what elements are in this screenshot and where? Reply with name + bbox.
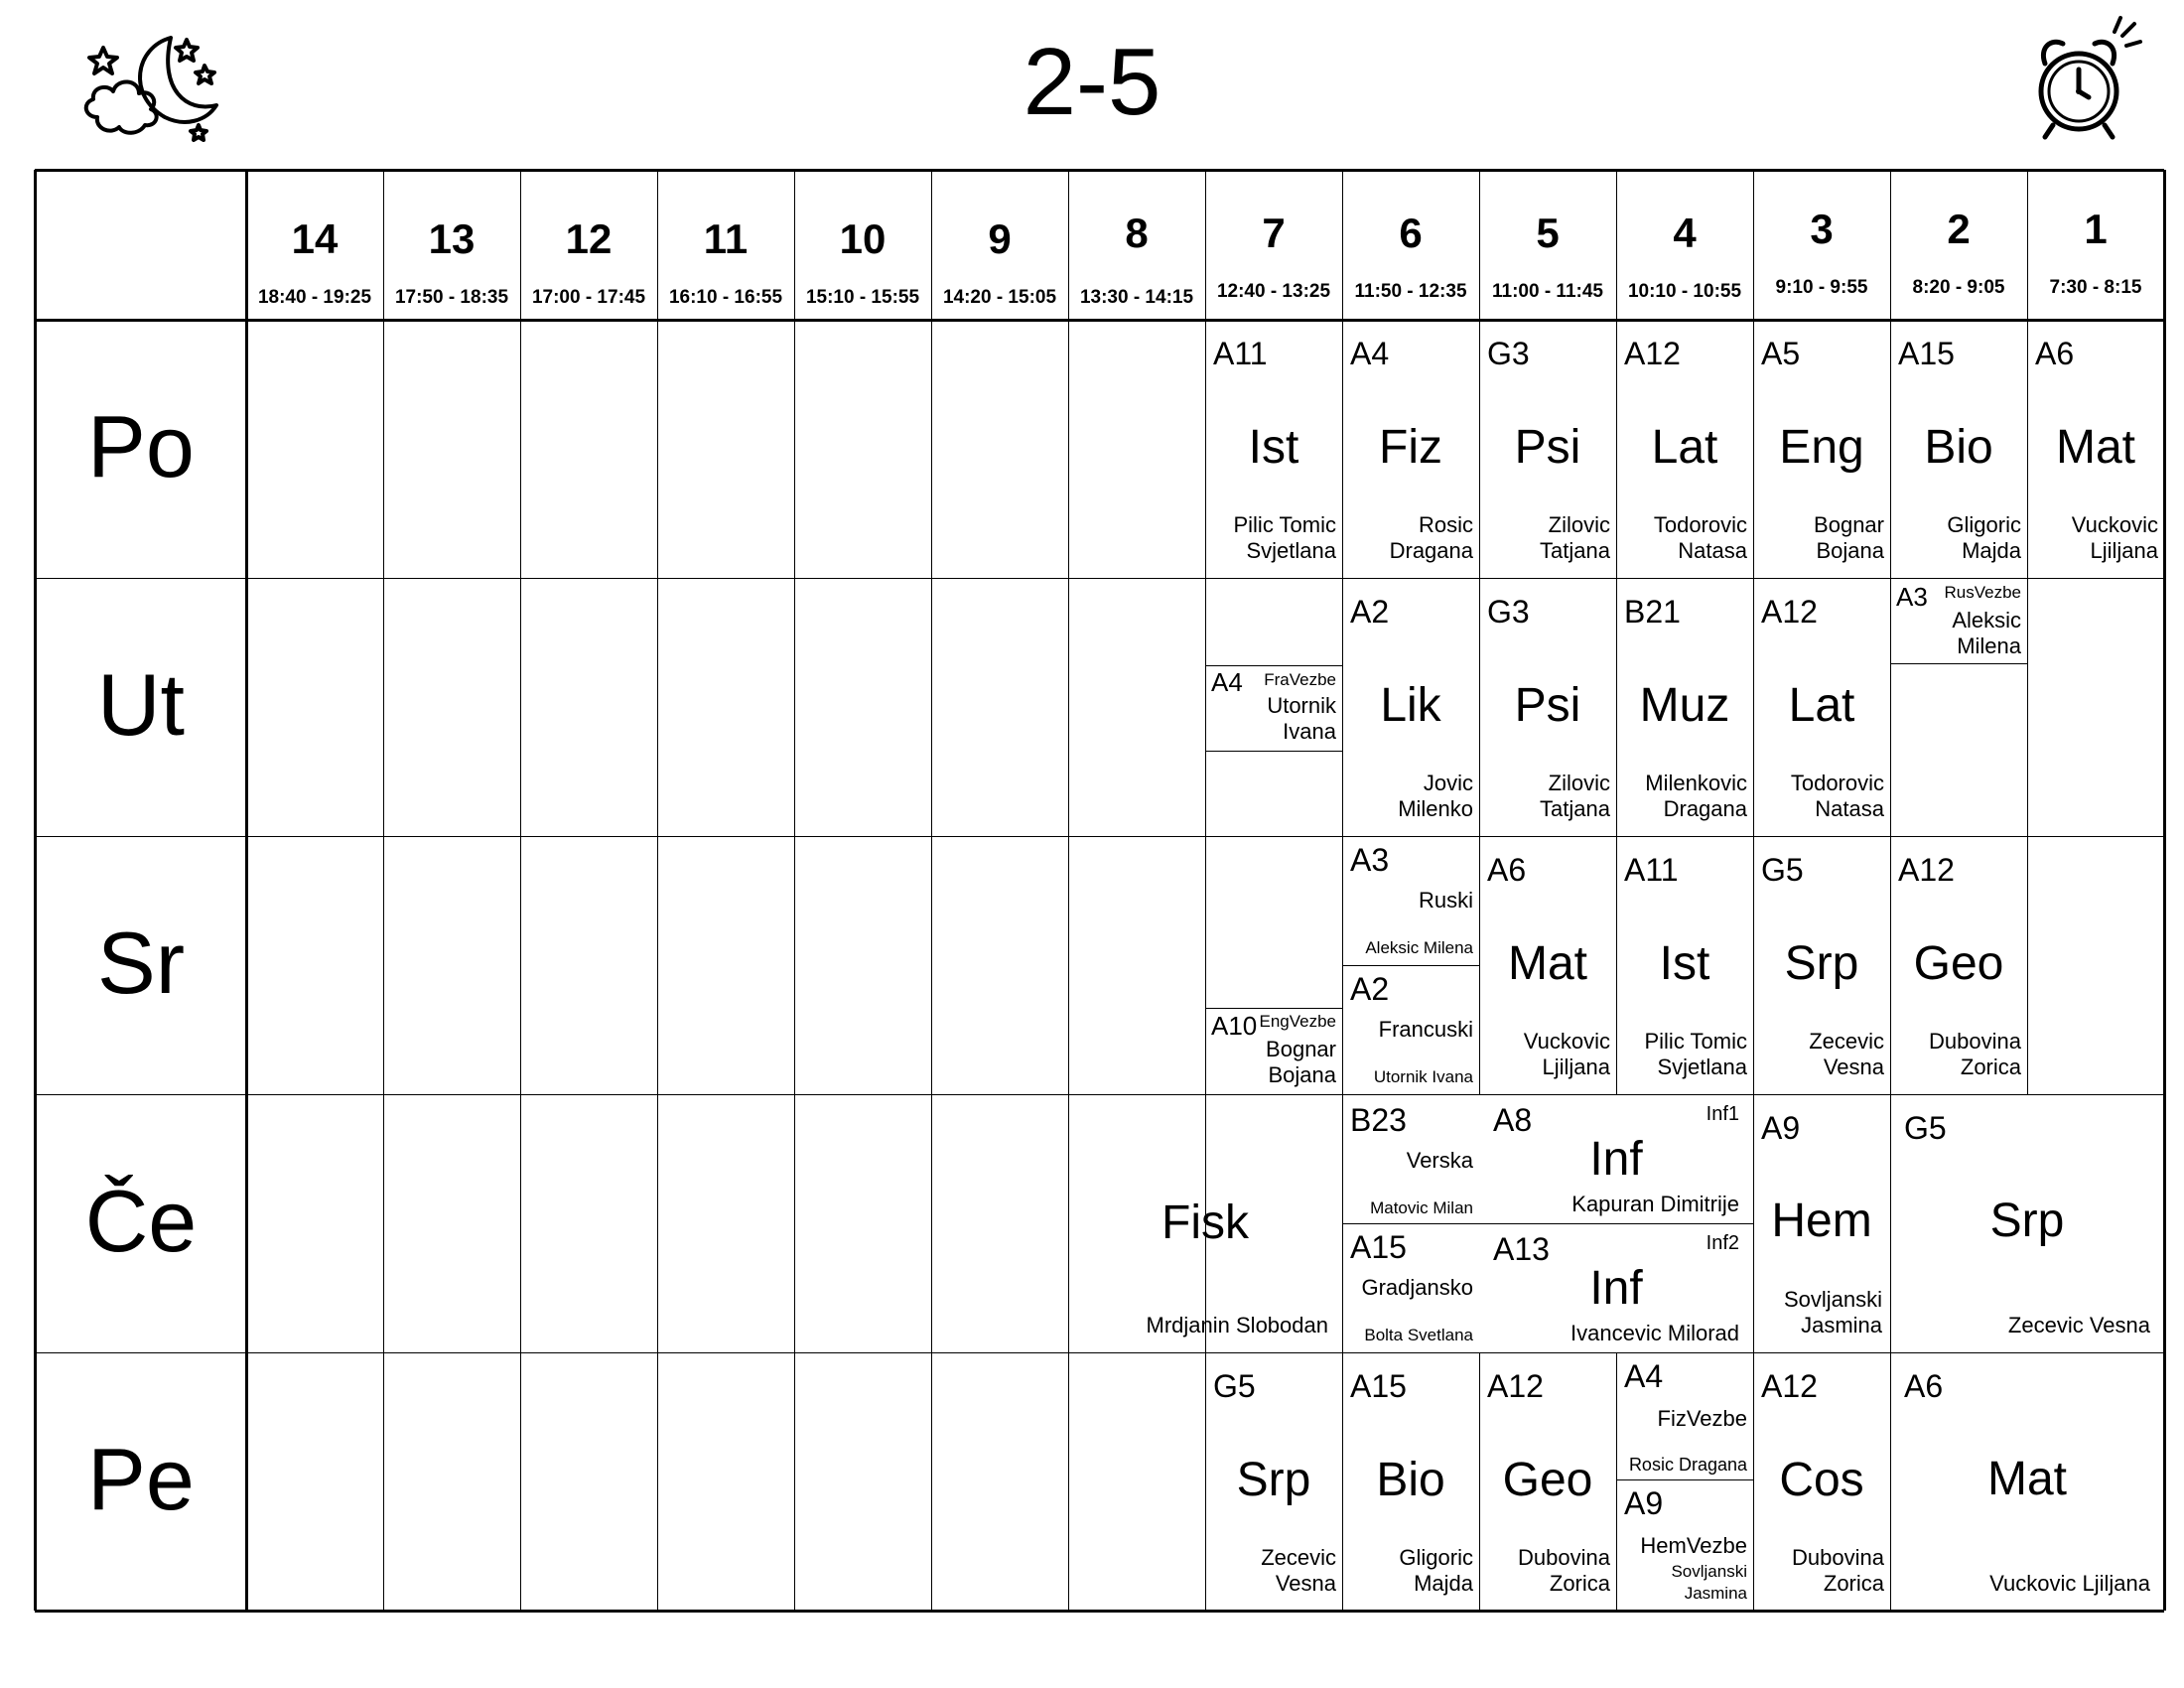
teacher-name: Dragana (1663, 796, 1747, 821)
table-border (2163, 170, 2166, 1611)
subject-label: Srp (1989, 1195, 2065, 1247)
day-divider (35, 836, 2164, 837)
room-label: G5 (1761, 852, 1804, 888)
room-label: A11 (1213, 336, 1268, 371)
cell-divider (1616, 1479, 1753, 1480)
teacher-name: Gligoric (1399, 1545, 1473, 1570)
room-label: A3 (1350, 842, 1390, 878)
room-label: A10 (1211, 1011, 1258, 1041)
room-label: A12 (1487, 1368, 1544, 1404)
teacher-name: Milenko (1398, 796, 1473, 821)
teacher-name: Rosic Dragana (1628, 1455, 1747, 1475)
teacher-name: Milena (1957, 633, 2021, 658)
room-label: A2 (1350, 594, 1390, 630)
teacher-name: Todorovic (1653, 512, 1747, 537)
period-number: 9 (988, 215, 1012, 262)
room-label: A6 (2035, 336, 2075, 371)
period-time: 17:00 - 17:45 (531, 287, 646, 308)
teacher-name: Pilic Tomic (1233, 512, 1336, 537)
room-label: A15 (1350, 1229, 1407, 1265)
teacher-name: Natasa (1815, 796, 1884, 821)
period-time: 13:30 - 14:15 (1079, 287, 1194, 308)
period-divider (657, 320, 658, 578)
subject-label: Cos (1779, 1454, 1864, 1506)
period-divider (657, 836, 658, 1094)
period-number: 5 (1536, 210, 1560, 256)
room-label: A12 (1624, 336, 1681, 371)
teacher-name: Aleksic (1952, 608, 2021, 633)
teacher-name: Zilovic (1548, 512, 1610, 537)
room-label: A9 (1624, 1485, 1664, 1521)
teacher-name: Ivana (1283, 719, 1336, 744)
period-time: 16:10 - 16:55 (668, 287, 783, 308)
room-label: A15 (1350, 1368, 1407, 1404)
subject-label: Lik (1380, 679, 1441, 732)
teacher-name: Zorica (1823, 1571, 1884, 1596)
teacher-name: Bojana (1268, 1062, 1336, 1087)
period-divider (794, 578, 795, 836)
subject-label: Psi (1514, 421, 1581, 474)
subject-label: Inf (1589, 1262, 1643, 1315)
subject-label: RusVezbe (1944, 583, 2021, 602)
period-time: 10:10 - 10:55 (1627, 281, 1742, 302)
period-divider (383, 1352, 384, 1611)
period-number: 3 (1810, 206, 1834, 252)
teacher-name: Tatjana (1540, 796, 1610, 821)
room-label: A12 (1761, 1368, 1818, 1404)
subject-label: Psi (1514, 679, 1581, 732)
subject-label: Fisk (1161, 1196, 1249, 1249)
day-divider (35, 1352, 2164, 1353)
period-time: 11:00 - 11:45 (1492, 281, 1603, 302)
teacher-name: Vesna (1823, 1055, 1884, 1079)
period-divider (1068, 578, 1069, 836)
teacher-name: Jovic (1423, 771, 1473, 795)
period-time: 17:50 - 18:35 (394, 287, 509, 308)
teacher-name: Jasmina (1684, 1584, 1747, 1603)
subject-label: Muz (1639, 679, 1730, 732)
subject-label: Bio (1924, 421, 1993, 474)
period-divider (383, 836, 384, 1094)
room-label: G3 (1487, 336, 1530, 371)
period-divider (383, 1094, 384, 1352)
teacher-name: Kapuran Dimitrije (1571, 1192, 1739, 1216)
period-divider (657, 1094, 658, 1352)
teacher-name: Vuckovic (1523, 1029, 1610, 1054)
teacher-name: Sovljanski (1783, 1287, 1882, 1312)
cell-divider (1342, 965, 1479, 966)
period-divider (1068, 836, 1069, 1094)
period-divider (794, 1094, 795, 1352)
period-time: 12:40 - 13:25 (1216, 281, 1331, 302)
subject-label: Geo (1913, 937, 2004, 990)
period-number: 1 (2084, 206, 2108, 252)
teacher-name: Mrdjanin Slobodan (1146, 1313, 1328, 1337)
teacher-name: Rosic (1418, 512, 1473, 537)
teacher-name: Zorica (1960, 1055, 2021, 1079)
period-divider (520, 1352, 521, 1611)
cell-divider (1342, 1223, 1753, 1224)
subject-label: Geo (1502, 1454, 1593, 1506)
teacher-name: Dubovina (1792, 1545, 1884, 1570)
teacher-name: Zilovic (1548, 771, 1610, 795)
subject-label: EngVezbe (1259, 1012, 1336, 1031)
period-divider (1068, 1352, 1069, 1611)
teacher-name: Zecevic Vesna (2007, 1313, 2150, 1337)
teacher-name: Matovic Milan (1370, 1198, 1473, 1217)
period-divider (520, 578, 521, 836)
period-divider (657, 578, 658, 836)
period-number: 8 (1125, 210, 1149, 256)
table-border (34, 170, 37, 1611)
teacher-name: Ivancevic Milorad (1570, 1321, 1739, 1345)
teacher-name: Vuckovic Ljiljana (1989, 1571, 2150, 1596)
room-label: A12 (1898, 852, 1955, 888)
subject-label: Mat (1507, 937, 1587, 990)
subject-label: Lat (1651, 421, 1718, 474)
group-label: Inf2 (1706, 1232, 1739, 1254)
teacher-name: Pilic Tomic (1644, 1029, 1747, 1054)
teacher-name: Sovljanski (1671, 1562, 1747, 1581)
room-label: A13 (1493, 1231, 1550, 1267)
subject-label: Lat (1788, 679, 1855, 732)
period-divider (931, 1352, 932, 1611)
teacher-name: Svjetlana (1657, 1055, 1747, 1079)
period-time: 14:20 - 15:05 (942, 287, 1057, 308)
teacher-name: Vuckovic (2071, 512, 2158, 537)
teacher-name: Majda (1414, 1571, 1473, 1596)
period-divider (1068, 320, 1069, 578)
day-label: Pe (87, 1430, 195, 1528)
room-label: A4 (1350, 336, 1390, 371)
subject-label: Srp (1784, 937, 1859, 990)
subject-label: Hem (1771, 1195, 1872, 1247)
period-divider (794, 836, 795, 1094)
period-number: 2 (1947, 206, 1971, 252)
subject-label: Srp (1236, 1454, 1311, 1506)
subject-label: Eng (1779, 421, 1864, 474)
room-label: G5 (1213, 1368, 1256, 1404)
teacher-name: Tatjana (1540, 538, 1610, 563)
day-column-divider (245, 170, 248, 1611)
period-number: 13 (428, 215, 476, 262)
teacher-name: Aleksic Milena (1365, 938, 1473, 957)
period-number: 11 (703, 215, 749, 262)
period-divider (520, 836, 521, 1094)
period-divider (931, 320, 932, 578)
subject-label: Gradjansko (1361, 1275, 1473, 1300)
period-time: 15:10 - 15:55 (805, 287, 920, 308)
period-number: 4 (1673, 210, 1697, 256)
period-divider (383, 578, 384, 836)
teacher-name: Bolta Svetlana (1364, 1326, 1473, 1344)
table-border (35, 1610, 2164, 1613)
table-border (35, 169, 2164, 172)
subject-label: FraVezbe (1264, 670, 1336, 689)
teacher-name: Vesna (1275, 1571, 1336, 1596)
teacher-name: Bognar (1266, 1037, 1336, 1061)
teacher-name: Bojana (1816, 538, 1884, 563)
room-label: A6 (1487, 852, 1527, 888)
teacher-name: Dubovina (1518, 1545, 1610, 1570)
room-label: B23 (1350, 1102, 1407, 1138)
room-label: A15 (1898, 336, 1955, 371)
period-number: 14 (291, 215, 339, 262)
teacher-name: Todorovic (1790, 771, 1884, 795)
subject-label: Verska (1406, 1148, 1473, 1173)
day-label: Po (87, 397, 195, 495)
teacher-name: Natasa (1678, 538, 1747, 563)
teacher-name: Ljiljana (2090, 538, 2158, 563)
subject-label: Fiz (1379, 421, 1442, 474)
subject-label: Ist (1659, 937, 1710, 990)
teacher-name: Bognar (1814, 512, 1884, 537)
room-label: A11 (1624, 852, 1679, 888)
subject-label: Inf (1589, 1133, 1643, 1186)
period-divider (383, 320, 384, 578)
day-label: Sr (97, 914, 185, 1012)
subject-label: Mat (2055, 421, 2135, 474)
room-label: A3 (1896, 582, 1928, 612)
subject-label: Ist (1248, 421, 1299, 474)
teacher-name: Ljiljana (1542, 1055, 1610, 1079)
period-divider (657, 1352, 658, 1611)
teacher-name: Utornik Ivana (1373, 1067, 1473, 1086)
room-label: A4 (1624, 1358, 1664, 1394)
period-divider (2027, 836, 2028, 1094)
period-divider (931, 1094, 932, 1352)
subject-label: FizVezbe (1657, 1406, 1747, 1431)
period-number: 12 (565, 215, 613, 262)
room-label: A4 (1211, 667, 1243, 697)
period-time: 8:20 - 9:05 (1912, 277, 2005, 298)
room-label: A6 (1904, 1368, 1944, 1404)
teacher-name: Majda (1962, 538, 2021, 563)
cell-divider (1890, 663, 2027, 664)
period-number: 7 (1262, 210, 1286, 256)
period-time: 18:40 - 19:25 (257, 287, 372, 308)
subject-label: Ruski (1418, 888, 1473, 913)
period-divider (520, 320, 521, 578)
period-time: 9:10 - 9:55 (1775, 277, 1868, 298)
period-divider (2027, 578, 2028, 836)
cell-divider (1205, 665, 1342, 666)
period-divider (520, 1094, 521, 1352)
day-divider (35, 1094, 2164, 1095)
period-divider (931, 836, 932, 1094)
room-label: B21 (1624, 594, 1681, 630)
room-label: A8 (1493, 1102, 1533, 1138)
period-divider (931, 578, 932, 836)
teacher-name: Utornik (1267, 693, 1336, 718)
teacher-name: Milenkovic (1645, 771, 1747, 795)
page-title: 2-5 (1023, 29, 1161, 135)
header-divider (35, 319, 2164, 322)
teacher-name: Dubovina (1929, 1029, 2021, 1054)
subject-label: Mat (1986, 1453, 2067, 1505)
group-label: Inf1 (1706, 1103, 1739, 1125)
teacher-name: Jasmina (1801, 1313, 1882, 1337)
subject-label: Francuski (1378, 1017, 1473, 1042)
teacher-name: Zecevic (1809, 1029, 1884, 1054)
cell-divider (1205, 751, 1342, 752)
subject-label: Bio (1376, 1454, 1445, 1506)
period-divider (794, 320, 795, 578)
room-label: A12 (1761, 594, 1818, 630)
room-label: G5 (1904, 1110, 1947, 1146)
period-number: 10 (839, 215, 887, 262)
period-number: 6 (1399, 210, 1423, 256)
room-label: G3 (1487, 594, 1530, 630)
room-label: A9 (1761, 1110, 1801, 1146)
subject-label: HemVezbe (1640, 1533, 1747, 1558)
period-time: 11:50 - 12:35 (1354, 281, 1467, 302)
teacher-name: Zorica (1549, 1571, 1610, 1596)
day-label: Ut (97, 655, 185, 754)
day-label: Če (84, 1172, 198, 1270)
teacher-name: Svjetlana (1246, 538, 1336, 563)
room-label: A5 (1761, 336, 1801, 371)
cell-divider (1205, 1008, 1342, 1009)
period-divider (794, 1352, 795, 1611)
teacher-name: Gligoric (1947, 512, 2021, 537)
room-label: A2 (1350, 971, 1390, 1007)
period-time: 7:30 - 8:15 (2049, 277, 2142, 298)
teacher-name: Dragana (1389, 538, 1473, 563)
day-divider (35, 578, 2164, 579)
teacher-name: Zecevic (1261, 1545, 1336, 1570)
